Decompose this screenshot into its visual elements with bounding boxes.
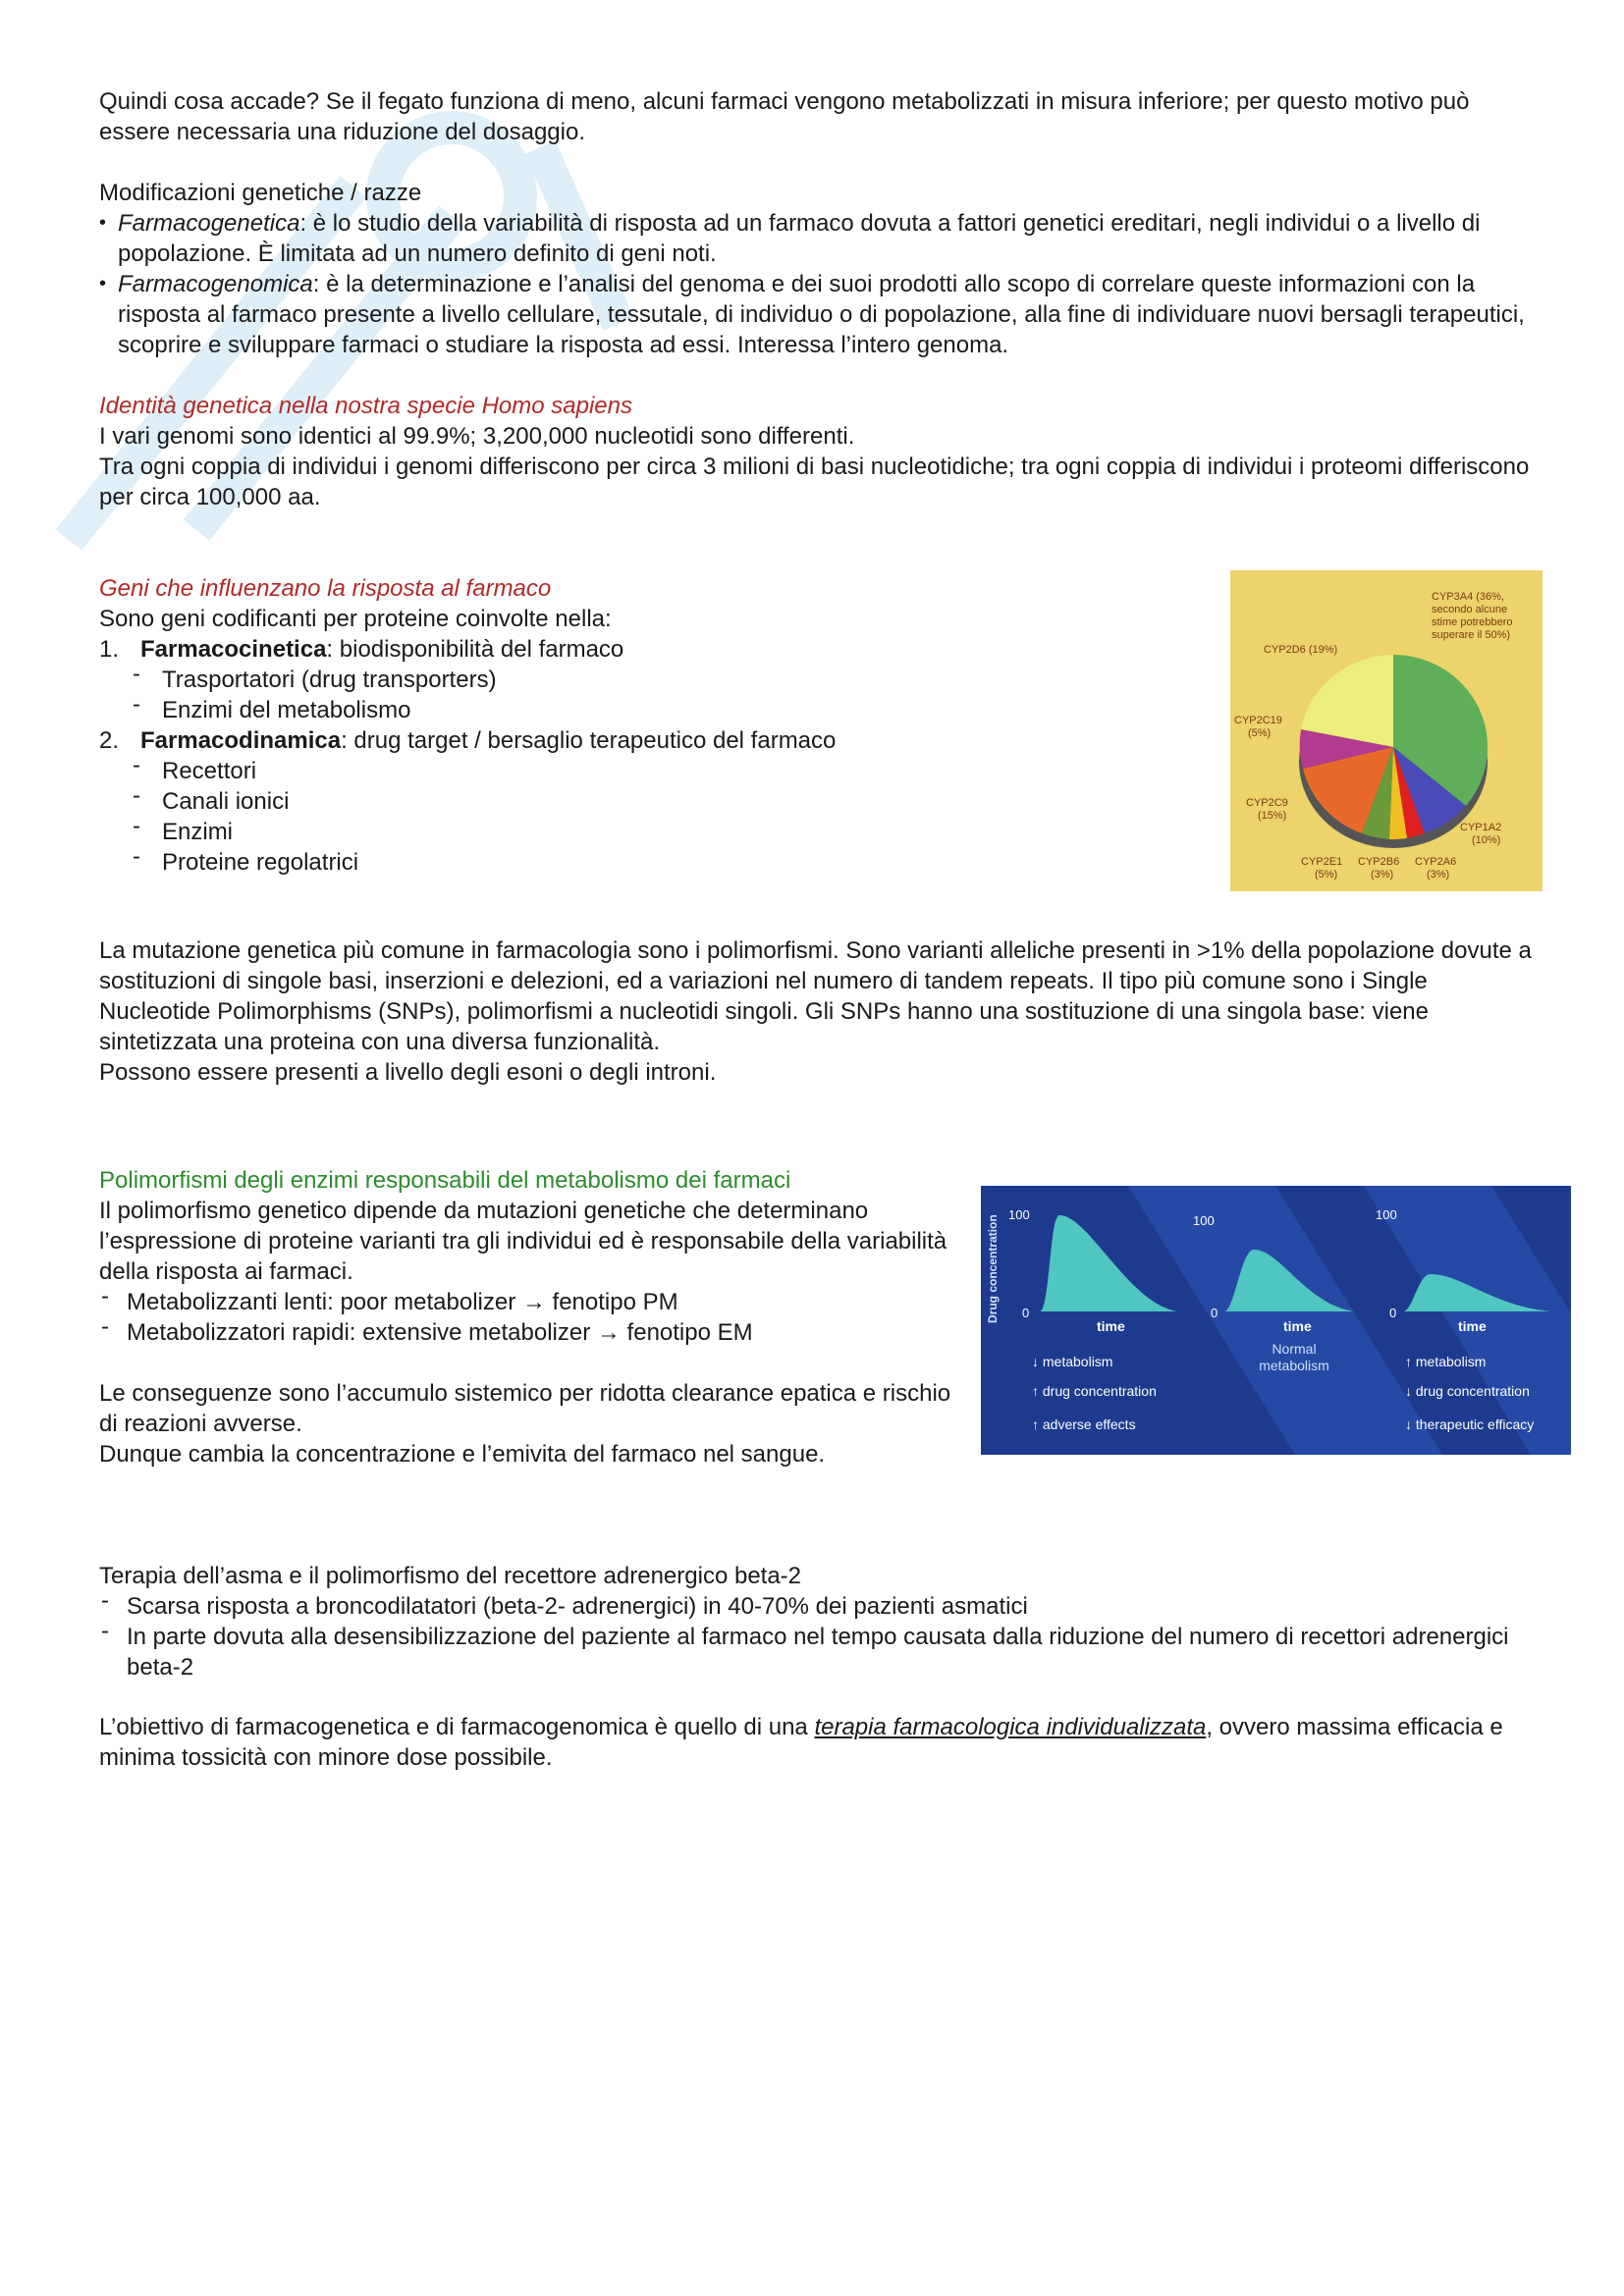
label-cyp2b6: CYP2B6 (3%) bbox=[1358, 856, 1400, 881]
goal-paragraph: L’obiettivo di farmacogenetica e di farmacogenomica è quello di una terapia farmacologica individualizzata, ovvero massima efficacia e minima tossicità con minore dose possibile. bbox=[99, 1714, 1503, 1771]
label-cyp2d6: CYP2D6 (19%) bbox=[1264, 644, 1338, 656]
svg-text:↓ metabolism: ↓ metabolism bbox=[1032, 1354, 1113, 1369]
list-item: - Canali ionici bbox=[131, 786, 963, 817]
svg-text:↓ therapeutic efficacy: ↓ therapeutic efficacy bbox=[1405, 1416, 1535, 1432]
svg-text:100: 100 bbox=[1376, 1207, 1397, 1222]
list-item: - Recettori bbox=[131, 756, 963, 786]
svg-text:↓ drug concentration: ↓ drug concentration bbox=[1405, 1383, 1530, 1399]
drug-concentration-figure bbox=[981, 1186, 1571, 1455]
list-item: • Farmacogenetica: è lo studio della variabilità di risposta ad un farmaco dovuta a fattori genetici ereditari, negli individui o a livello di popolazione. È limitata ad un numero definito di geni noti. bbox=[99, 208, 1533, 269]
svg-text:100: 100 bbox=[1193, 1213, 1215, 1228]
intro-paragraph: Quindi cosa accade? Se il fegato funziona di meno, alcuni farmaci vengono metabolizzati in misura inferiore; per questo motivo può essere necessaria una riduzione del dosaggio. bbox=[99, 88, 1470, 145]
svg-text:time: time bbox=[1283, 1318, 1312, 1334]
label-cyp2c9: CYP2C9 (15%) bbox=[1246, 797, 1288, 822]
asthma-heading: Terapia dell’asma e il polimorfismo del recettore adrenergico beta-2 bbox=[99, 1563, 802, 1589]
list-item: - Scarsa risposta a broncodilatatori (beta-2- adrenergici) in 40-70% dei pazienti asmatici bbox=[99, 1591, 1533, 1622]
identity-heading: Identità genetica nella nostra specie Homo sapiens bbox=[99, 393, 632, 419]
label-cyp2c19: CYP2C19 (5%) bbox=[1234, 715, 1282, 739]
list-item: 1. Farmacocinetica: biodisponibilità del farmaco - Trasportatori (drug transporters) - Enzimi del metabolismo bbox=[99, 634, 963, 725]
y-axis-label: Drug concentration bbox=[986, 1214, 1000, 1323]
svg-text:↑ metabolism: ↑ metabolism bbox=[1405, 1354, 1487, 1369]
list-item: - Enzimi del metabolismo bbox=[131, 695, 963, 725]
asthma-section bbox=[99, 1561, 1533, 1682]
svg-text:↑ adverse effects: ↑ adverse effects bbox=[1032, 1416, 1136, 1432]
genetics-section bbox=[99, 178, 1533, 360]
svg-text:↑ drug concentration: ↑ drug concentration bbox=[1032, 1383, 1157, 1399]
label-cyp3a4: CYP3A4 (36%, secondo alcune stime potrebbero superare il 50%) bbox=[1432, 591, 1513, 641]
label-cyp1a2: CYP1A2 (10%) bbox=[1460, 822, 1502, 846]
poly-heading: Polimorfismi degli enzimi responsabili del metabolismo dei farmaci bbox=[99, 1167, 791, 1194]
label-cyp2e1: CYP2E1 (5%) bbox=[1301, 856, 1343, 881]
genes-section: Geni che influenzano la risposta al farmaco Sono geni codificanti per proteine coinvolte nella: 1. Farmacocinetica: biodisponibilità del farmaco - Trasportatori (drug transporters) - Enzimi del metabolismo 2. Farmacodinamica: drug target / bersaglio terapeutico del farmaco - Recettori - Canali ionici - Enzimi - Proteine regolatrici bbox=[99, 573, 963, 878]
svg-text:0: 0 bbox=[1389, 1306, 1397, 1320]
list-item: - Metabolizzatori rapidi: extensive metabolizer → fenotipo EM bbox=[99, 1317, 963, 1348]
svg-text:time: time bbox=[1458, 1318, 1487, 1334]
label-cyp2a6: CYP2A6 (3%) bbox=[1415, 856, 1457, 881]
poly-section: Polimorfismi degli enzimi responsabili del metabolismo dei farmaci Il polimorfismo genetico dipende da mutazioni genetiche che determinano l’espressione di proteine varianti tra gli individui ed è responsabile della variabilità della risposta ai farmaci. - Metabolizzanti lenti: poor metabolizer → fenotipo PM - Metabolizzatori rapidi: extensive metabolizer → fenotipo EM Le conseguenze sono l’accumulo sistemico per ridotta clearance epatica e rischio di reazioni avverse. Dunque cambia la concentrazione e l’emivita del farmaco nel sangue. bbox=[99, 1165, 963, 1469]
svg-text:0: 0 bbox=[1022, 1306, 1030, 1320]
svg-text:time: time bbox=[1097, 1318, 1125, 1334]
svg-text:Normalmetabolism: Normal metabolism bbox=[1259, 1341, 1329, 1373]
svg-text:0: 0 bbox=[1211, 1306, 1218, 1320]
genetics-heading: Modificazioni genetiche / razze bbox=[99, 180, 422, 206]
list-item: 2. Farmacodinamica: drug target / bersaglio terapeutico del farmaco - Recettori - Canali ionici - Enzimi - Proteine regolatrici bbox=[99, 725, 963, 878]
genes-heading: Geni che influenzano la risposta al farmaco bbox=[99, 575, 552, 602]
list-item: • Farmacogenomica: è la determinazione e l’analisi del genoma e dei suoi prodotti allo scopo di correlare queste informazioni con la risposta al farmaco presente a livello cellulare, tessutale, di individuo o di popolazione, alla fine di individuare nuovi bersagli terapeutici, scoprire e sviluppare farmaci o studiare la risposta ad essi. Interessa l’intero genoma. bbox=[99, 269, 1533, 360]
list-item: - Metabolizzanti lenti: poor metabolizer → fenotipo PM bbox=[99, 1287, 963, 1317]
identity-section: Identità genetica nella nostra specie Homo sapiens I vari genomi sono identici al 99.9%; 3,200,000 nucleotidi sono differenti. Tra ogni coppia di individui i genomi differiscono per circa 3 milioni di basi nucleotidiche; tra ogni coppia di individui i proteomi differiscono per circa 100,000 aa. bbox=[99, 391, 1533, 512]
individualized-therapy-link: terapia farmacologica individualizzata bbox=[814, 1714, 1207, 1740]
list-item: - Trasportatori (drug transporters) bbox=[131, 665, 963, 695]
list-item: - Enzimi bbox=[131, 817, 963, 847]
list-item: - In parte dovuta alla desensibilizzazione del paziente al farmaco nel tempo causata dalla riduzione del numero di recettori adrenergici beta-2 bbox=[99, 1622, 1533, 1682]
svg-text:100: 100 bbox=[1008, 1207, 1030, 1222]
list-item: - Proteine regolatrici bbox=[131, 847, 963, 878]
mutation-section: La mutazione genetica più comune in farmacologia sono i polimorfismi. Sono varianti alleliche presenti in >1% della popolazione dovute a sostituzioni di singole basi, inserzioni e delezioni, ed a variazioni nel numero di tandem repeats. Il tipo più comune sono i Single Nucleotide Polimorphisms (SNPs), polimorfismi a nucleotidi singoli. Gli SNPs hanno una sostituzione di una singola base: viene sintetizzata una proteina con una diversa funzionalità. Possono essere presenti a livello degli esoni o degli introni. bbox=[99, 937, 1532, 1086]
cyp-pie-figure bbox=[1230, 570, 1543, 891]
